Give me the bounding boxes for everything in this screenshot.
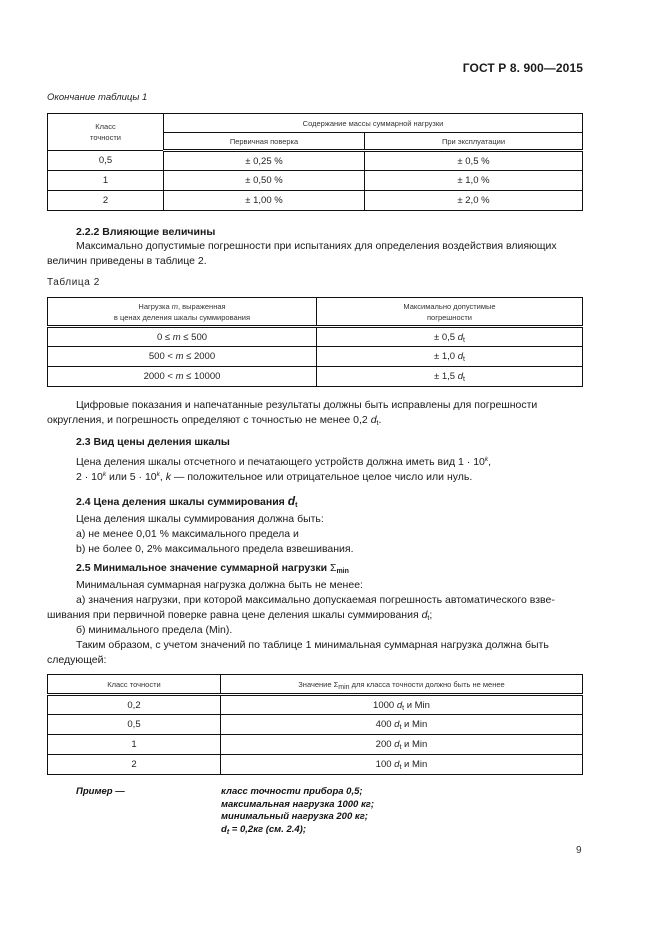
table1-header-initial: Первичная поверка <box>164 133 365 151</box>
section-222-heading: 2.2.2 Влияющие величины <box>76 226 216 238</box>
table2-cell-load: 2000 < m ≤ 10000 <box>48 367 317 387</box>
list-item: $d_t = 0,2кг$ (см. 2.4); <box>221 823 307 836</box>
table3 <box>47 674 583 775</box>
table3-header-class: Класс точности <box>48 675 221 695</box>
table2-cell-error: ± 1,0 $d_t$ <box>317 347 583 367</box>
table3-cell-class: 2 <box>48 755 221 775</box>
table2-header-error: Максимально допустимые погрешности <box>317 298 583 327</box>
table-row <box>48 367 583 387</box>
table3-header-value: Значение $\Sigma_{min}$ для класса точности должно быть не менее <box>221 675 583 695</box>
list-item: минимальный нагрузка 200 кг; <box>221 811 368 822</box>
table-row <box>48 755 583 775</box>
list-item: б) минимального предела (Min). <box>76 624 233 636</box>
table-row <box>48 735 583 755</box>
table2-caption: Таблица 2 <box>47 277 100 288</box>
table2-cell-load: 500 < m ≤ 2000 <box>48 347 317 367</box>
table1-caption: Окончание таблицы 1 <box>47 92 148 103</box>
table-row <box>48 347 583 367</box>
table1-cell-class: 1 <box>48 171 164 191</box>
table1 <box>47 113 583 211</box>
section-222-text: Максимально допустимые погрешности при испытаниях для определения воздействия влияющих величин приведены в таблице 2. <box>47 240 557 267</box>
section-23-text: Цена деления шкалы отсчетного и печатающего устройств должна иметь вид $1 \cdot 10^k$, $2 \cdot 10^k$ или $5 \cdot 10^k$, k — положительное или отрицательное целое число или нуль. <box>76 456 492 483</box>
table1-cell-initial: ± 0,50 % <box>164 171 365 191</box>
list-item: класс точности прибора 0,5; <box>221 786 363 797</box>
table1-cell-operation: ± 1,0 % <box>365 171 583 191</box>
table3-cell-class: 0,2 <box>48 695 221 715</box>
table3-cell-value: 100 $d_t$ и Min <box>221 755 583 775</box>
table1-cell-operation: ± 2,0 % <box>365 191 583 211</box>
table-row <box>48 695 583 715</box>
list-item: b) не более 0, 2% максимального предела взвешивания. <box>76 543 354 555</box>
table2-cell-error: ± 0,5 $d_t$ <box>317 327 583 347</box>
table3-cell-value: 200 $d_t$ и Min <box>221 735 583 755</box>
table-row <box>48 327 583 347</box>
section-24-heading: 2.4 Цена деления шкалы суммирования $d_t$ <box>76 494 298 509</box>
example-lines <box>221 786 374 836</box>
table1-cell-operation: ± 0,5 % <box>365 151 583 171</box>
table3-cell-class: 0,5 <box>48 715 221 735</box>
table3-cell-value: 400 $d_t$ и Min <box>221 715 583 735</box>
rounding-paragraph: Цифровые показания и напечатанные результаты должны быть исправлены для погрешности округления, и погрешность определяют с точностью не менее 0,2 $d_t$. <box>47 399 538 427</box>
table1-header-operation: При эксплуатации <box>365 133 583 151</box>
table2-cell-load: 0 ≤ m ≤ 500 <box>48 327 317 347</box>
table-row <box>48 151 583 171</box>
table1-cell-initial: ± 1,00 % <box>164 191 365 211</box>
table3-cell-class: 1 <box>48 735 221 755</box>
list-item: a) не менее 0,01 % максимального предела и <box>76 528 299 540</box>
table-row <box>48 715 583 735</box>
table1-cell-class: 0,5 <box>48 151 164 171</box>
list-item: максимальная нагрузка 1000 кг; <box>221 798 375 810</box>
table-row <box>48 171 583 191</box>
table1-cell-initial: ± 0,25 % <box>164 151 365 171</box>
section-23-heading: 2.3 Вид цены деления шкалы <box>76 436 230 448</box>
list-item: а) значения нагрузки, при которой максимально допускаемая погрешность автоматического взве- <box>76 594 555 606</box>
page-number: 9 <box>576 845 582 856</box>
table2-cell-error: ± 1,5 $d_t$ <box>317 367 583 387</box>
table2-header-load: Нагрузка m, выраженная в ценах деления шкалы суммирования <box>48 298 317 327</box>
table2 <box>47 297 583 387</box>
table1-header-class: Класс точности <box>48 114 164 151</box>
section-25-text: Минимальная суммарная нагрузка должна быть не менее: а) значения нагрузки, при которой максимально допускаемая погрешность автоматического взве- шивания при первичной поверке равна цене деления шкалы суммирования $d_t$; б) минимального предела (Min). Таким образом, с учетом значений по таблице 1 минимальная суммарная нагрузка должна быть следующей: <box>47 578 587 668</box>
section-24-text: Цена деления шкалы суммирования должна быть: a) не менее 0,01 % максимального предела и b) не более 0, 2% максимального предела взвешивания. <box>76 512 586 557</box>
section-25-heading: 2.5 Минимальное значение суммарной нагрузки $\Sigma_{min}$ <box>76 562 349 575</box>
table1-header-group: Содержание массы суммарной нагрузки <box>164 114 583 133</box>
table3-cell-value: 1000 $d_t$ и Min <box>221 695 583 715</box>
table1-cell-class: 2 <box>48 191 164 211</box>
example-label: Пример — <box>76 786 125 797</box>
table-row <box>48 191 583 211</box>
standard-code-header: ГОСТ Р 8. 900—2015 <box>462 61 583 75</box>
